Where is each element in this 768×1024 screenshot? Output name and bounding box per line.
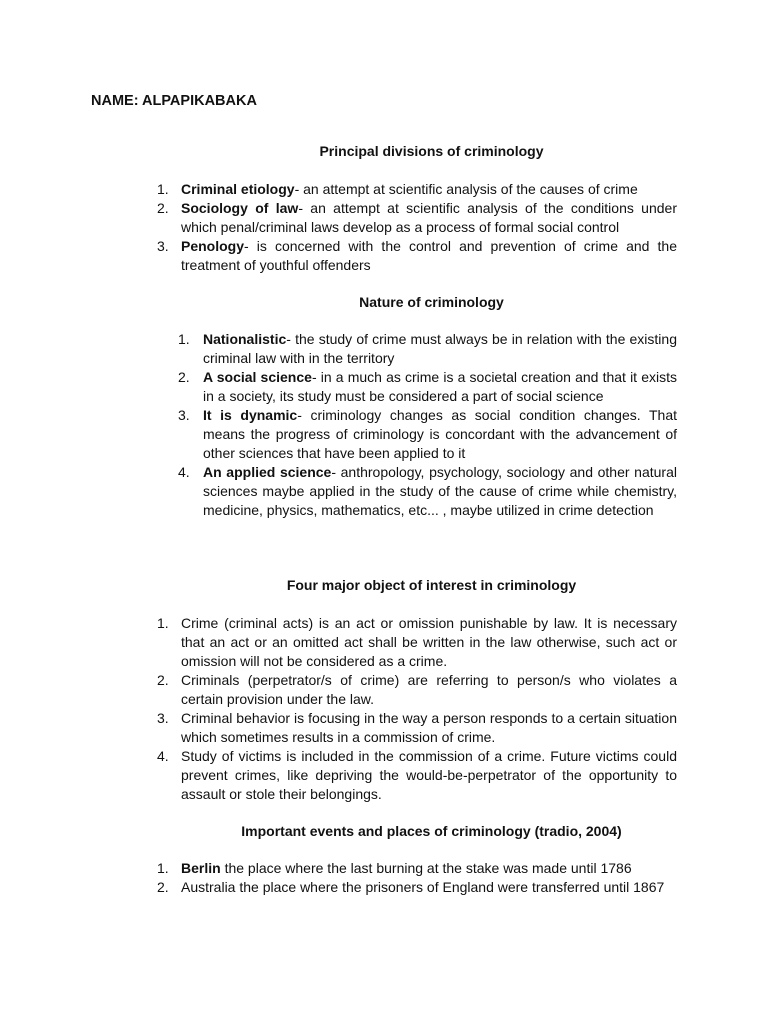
- list-number: 2.: [178, 369, 190, 385]
- list-text: - the study of crime must always be in relation with the existing criminal law with in the territory: [203, 331, 677, 366]
- list-number: 2.: [157, 672, 169, 688]
- section-heading-four-major-objects: Four major object of interest in criminology: [286, 577, 577, 593]
- list-term: Penology: [181, 238, 245, 254]
- nature-list: [178, 330, 678, 520]
- principal-divisions-list: [157, 180, 677, 275]
- list-text: Crime (criminal acts) is an act or omission punishable by law. It is necessary that an act or an omitted act shall be written in the law otherwise, such act or omission will not be considered as a crime.: [181, 615, 677, 669]
- section-heading-important-events: Important events and places of criminology (tradio, 2004): [241, 823, 622, 839]
- list-text: - is concerned with the control and prevention of crime and the treatment of youthful offenders: [181, 238, 677, 273]
- list-term: Sociology of law: [181, 200, 299, 216]
- list-text: the place where the last burning at the stake was made until 1786: [220, 860, 632, 876]
- list-number: 3.: [178, 407, 190, 423]
- list-text: Study of victims is included in the commission of a crime. Future victims could prevent crimes, like depriving the would-be-perpetrator of the opportunity to assault or stole their belongings.: [181, 748, 677, 802]
- list-item: [157, 180, 677, 199]
- list-item: [157, 709, 677, 747]
- list-item: [178, 463, 677, 520]
- section-heading-principal-divisions: Principal divisions of criminology: [319, 143, 544, 159]
- list-item: [157, 859, 677, 878]
- list-item: [178, 330, 677, 368]
- list-text: - in a much as crime is a societal creation and that it exists in a society, its study must be considered a part of social science: [203, 369, 677, 404]
- list-term: Criminal etiology: [181, 181, 295, 197]
- list-number: 1.: [157, 860, 169, 876]
- list-item: [157, 878, 677, 897]
- list-term: A social science: [203, 369, 312, 385]
- list-term: It is dynamic: [203, 407, 298, 423]
- list-text: Criminal behavior is focusing in the way a person responds to a certain situation which sometimes results in a commission of crime.: [181, 710, 677, 745]
- four-major-objects-list: [157, 614, 677, 804]
- list-number: 1.: [157, 181, 169, 197]
- list-term: Berlin: [181, 860, 221, 876]
- list-number: 1.: [157, 615, 169, 631]
- list-number: 2.: [157, 879, 169, 895]
- list-text: Australia the place where the prisoners of England were transferred until 1867: [181, 879, 665, 895]
- list-text: - anthropology, psychology, sociology and other natural sciences maybe applied in the study of the cause of crime while chemistry, medicine, physics, mathematics, etc... , maybe utilized in crime detection: [203, 464, 677, 518]
- list-item: [178, 406, 678, 463]
- list-number: 2.: [157, 200, 169, 216]
- list-number: 4.: [157, 748, 169, 764]
- list-number: 4.: [178, 464, 190, 480]
- author-name: NAME: ALPAPIKABAKA: [91, 93, 257, 109]
- list-item: [157, 199, 677, 237]
- list-item: [178, 368, 677, 406]
- list-text: Criminals (perpetrator/s of crime) are referring to person/s who violates a certain provision under the law.: [181, 672, 677, 707]
- list-item: [157, 671, 677, 709]
- list-item: [157, 747, 677, 804]
- list-item: [157, 237, 677, 275]
- list-number: 3.: [157, 238, 169, 254]
- list-term: Nationalistic: [203, 331, 287, 347]
- list-number: 1.: [178, 331, 190, 347]
- list-text: - criminology changes as social condition changes. That means the progress of criminology is concordant with the advancement of other sciences that have been applied to it: [203, 407, 678, 461]
- list-text: - an attempt at scientific analysis of the causes of crime: [294, 181, 638, 197]
- list-number: 3.: [157, 710, 169, 726]
- section-heading-nature: Nature of criminology: [359, 294, 504, 310]
- list-term: An applied science: [203, 464, 332, 480]
- list-item: [157, 614, 677, 671]
- important-events-list: [157, 859, 677, 897]
- list-text: - an attempt at scientific analysis of the conditions under which penal/criminal laws develop as a process of formal social control: [181, 200, 677, 235]
